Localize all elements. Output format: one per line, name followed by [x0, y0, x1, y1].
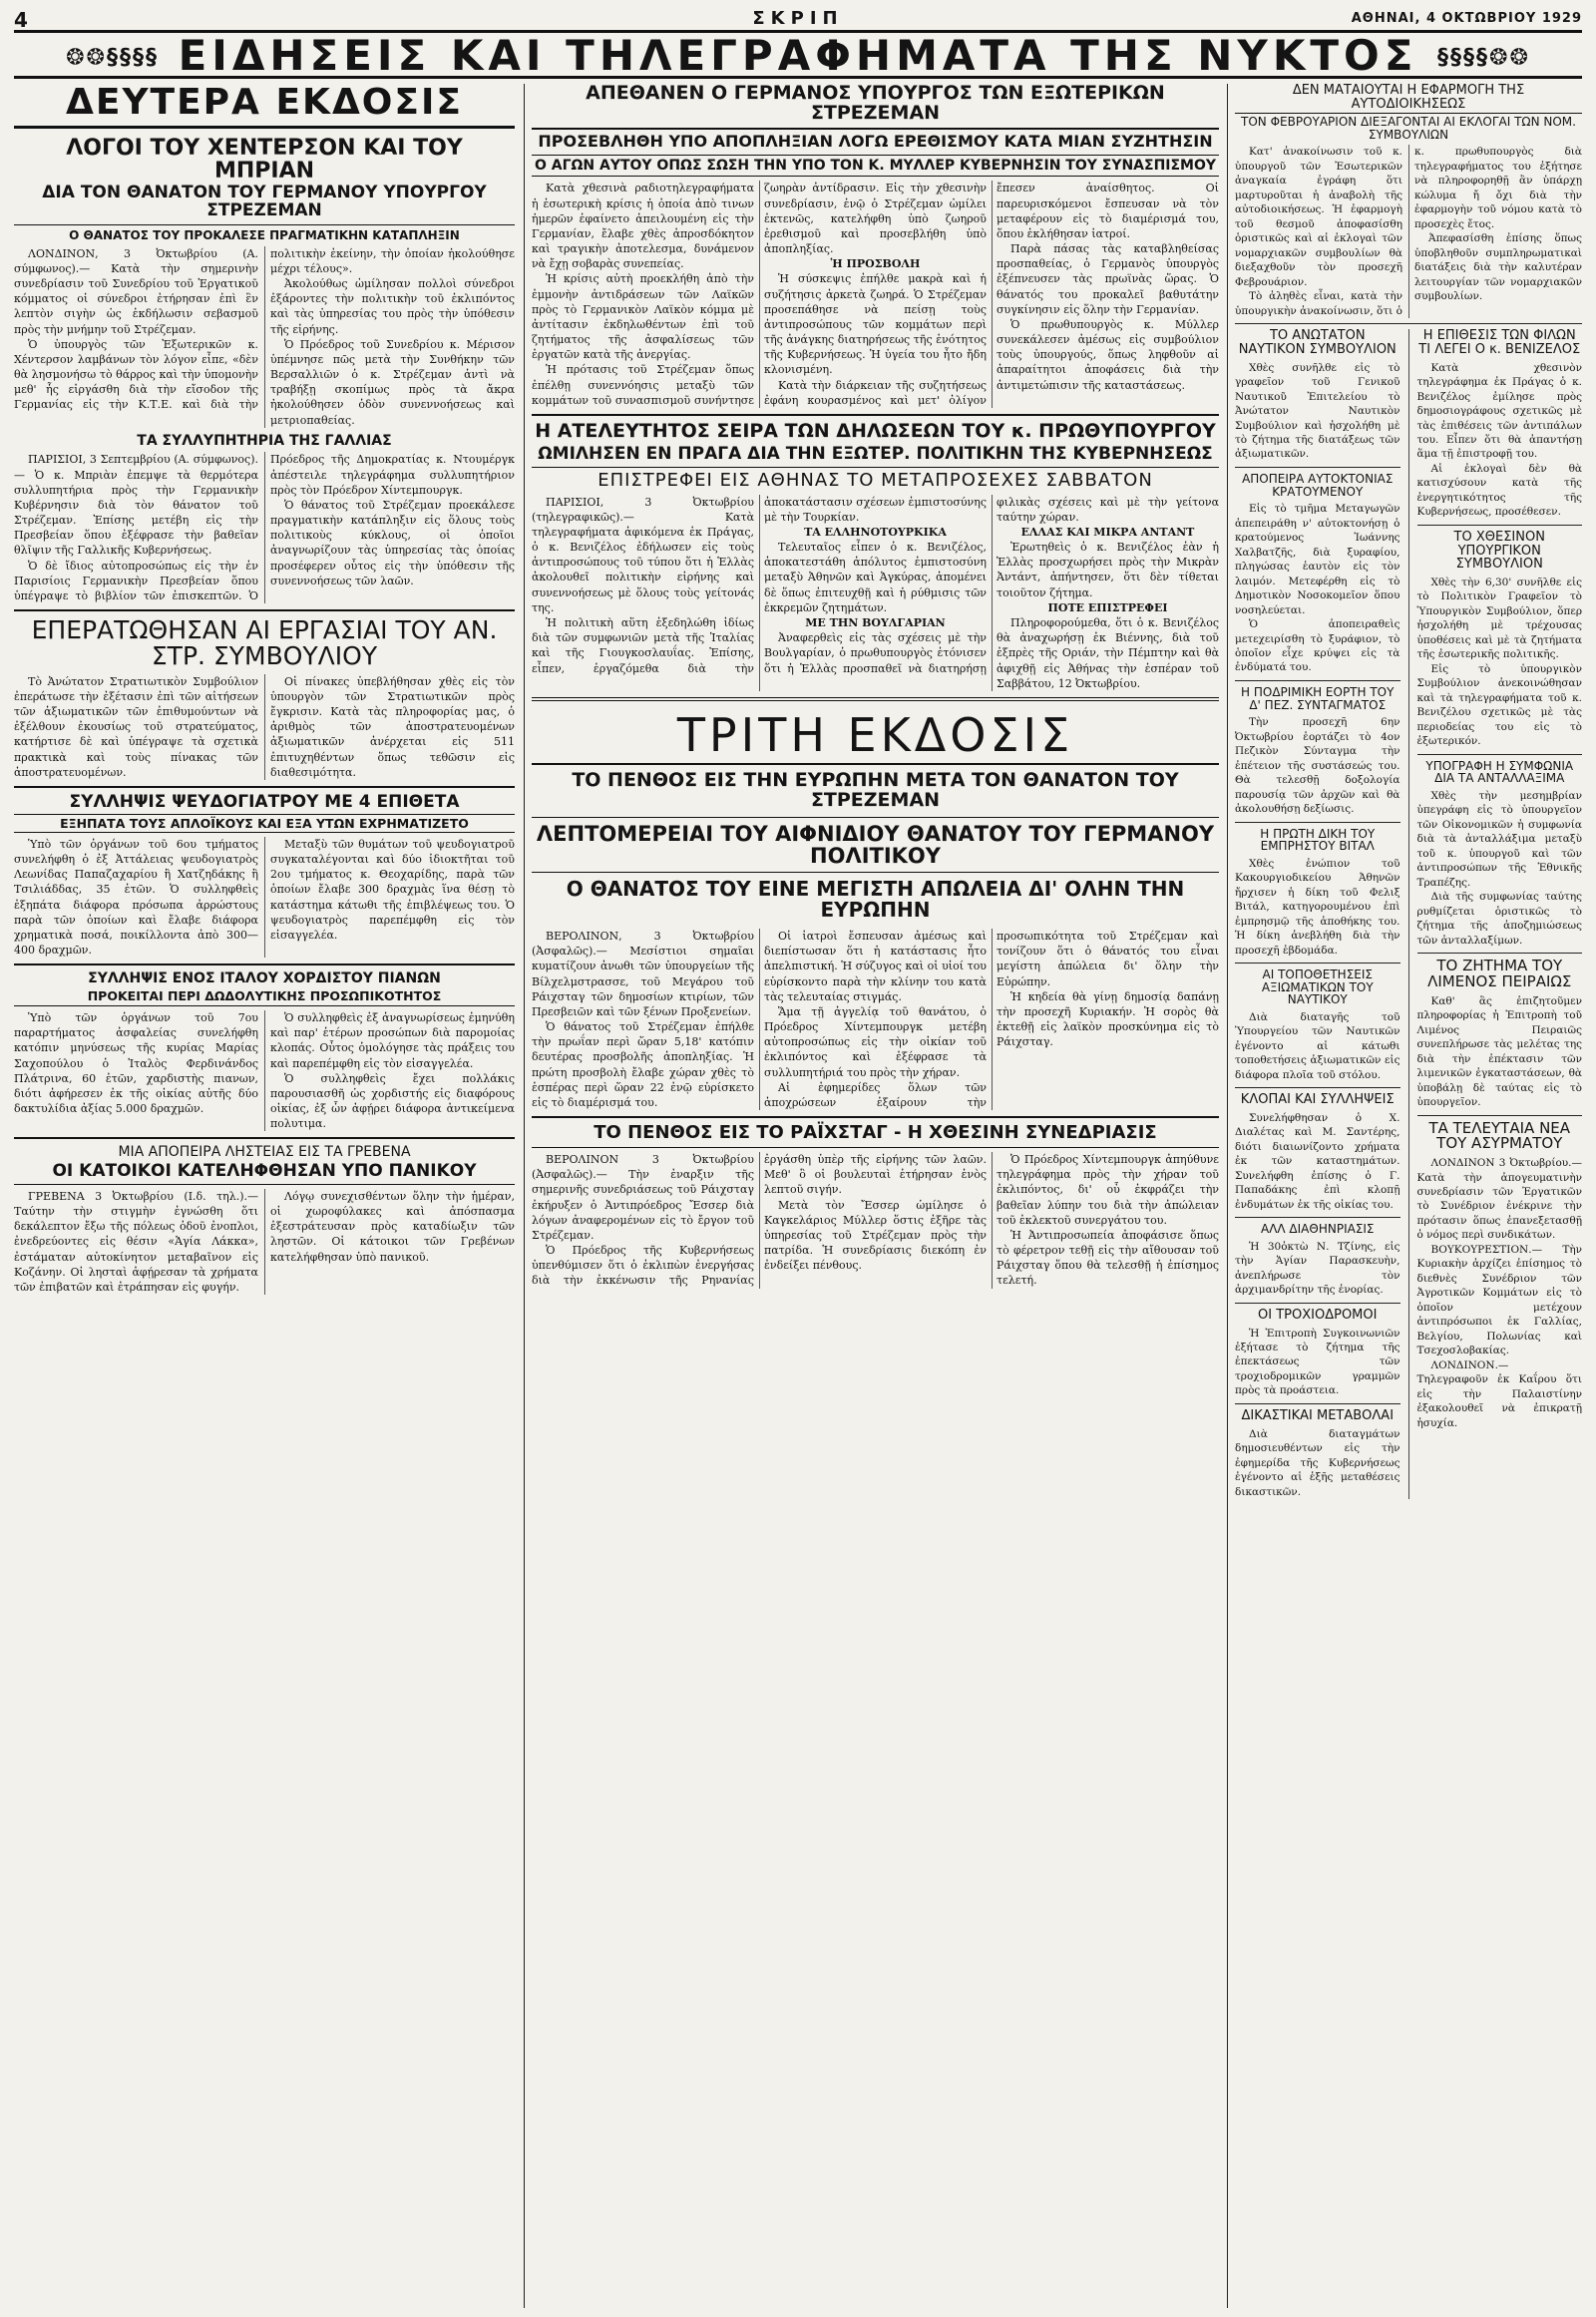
paragraph: Ἡ Ἀντιπροσωπεία ἀποφάσισε ὅπως τὸ φέρετρον τεθῇ εἰς τὴν αἴθουσαν τοῦ Ράιχσταγ ὅπου θὰ τελεσθῇ ἡ ἐπίσημος τελετή. [997, 1228, 1219, 1288]
paragraph: Χθὲς τὴν μεσημβρίαν ὑπεγράφη εἰς τὸ ὑπουργεῖον τῶν Οἰκονομικῶν ἡ συμφωνία διὰ τὰ ἀνταλλάξιμα μεταξὺ τοῦ κ. ὑπουργοῦ καὶ τῶν ἀντιπροσώπων τῆς Ἐθνικῆς Τραπέζης. [1416, 789, 1582, 889]
edition-title: ΔΕΥΤΕΡΑ ΕΚΔΟΣΙΣ [14, 84, 515, 129]
crosshead: ΠΟΤΕ ΕΠΙΣΤΡΕΦΕΙ [1047, 600, 1168, 614]
paragraph: Τὸ Ἀνώτατον Στρατιωτικὸν Συμβούλιον ἐπεράτωσε τὴν ἐξέτασιν ἐπὶ τῶν αἰτήσεων τῶν ἀξιωματικῶν τῶν ἐπιθυμούντων νὰ ἐξέλθουν ἐκουσίως τοῦ στρατεύματος, κατήρτισε δὲ καὶ ὑπέγραψε τὰ σχετικὰ πρακτικὰ καὶ τοὺς πίνακας τῶν ἀποστρατευομένων. [14, 674, 258, 779]
ornament-right: §§§§❂❂ [1437, 45, 1530, 71]
article [1235, 329, 1400, 1499]
page-number: 4 [14, 8, 28, 32]
paragraph: Τὴν προσεχῆ 6ην Ὀκτωβρίου ἑορτάζει τὸ 4ον Πεζικὸν Σύνταγμα τὴν ἐπέτειον τῆς συστάσεώς του. Θὰ τελεσθῇ δοξολογία παρουσίᾳ τῶν ἀρχῶν καὶ θὰ ἀκολουθήσῃ δεξίωσις. [1235, 716, 1400, 816]
article-body [1417, 576, 1583, 749]
article-body [1235, 1427, 1400, 1499]
headline: ΤΟ ΠΕΝΘΟΣ ΕΙΣ ΤΗΝ ΕΥΡΩΠΗΝ ΜΕΤΑ ΤΟΝ ΘΑΝΑΤΟΝ ΤΟΥ ΣΤΡΕΖΕΜΑΝ [532, 763, 1219, 811]
article [14, 971, 515, 1131]
paragraph: Διὰ διαταγμάτων δημοσιευθέντων εἰς τὴν ἐφημερίδα τῆς Κυβερνήσεως ἐγένοντο αἱ ἑξῆς μεταθέσεις δικαστικῶν. [1235, 1427, 1400, 1498]
article-body [1417, 361, 1583, 520]
deck: ΠΡΟΚΕΙΤΑΙ ΠΕΡΙ ΔΩΔΟΛΥΤΙΚΗΣ ΠΡΟΣΩΠΙΚΟΤΗΤΟΣ [14, 989, 515, 1006]
paragraph: Διὰ διαταγῆς τοῦ Ὑπουργείου τῶν Ναυτικῶν ἐγένοντο αἱ κάτωθι τοποθετήσεις ἀξιωματικῶν εἰς διάφορα πλοῖα τοῦ στόλου. [1235, 1010, 1400, 1081]
subhead: Ο ΘΑΝΑΤΟΣ ΤΟΥ ΠΡΟΚΑΛΕΣΕ ΠΡΑΓΜΑΤΙΚΗΝ ΚΑΤΑΠΛΗΞΙΝ [69, 227, 460, 242]
paragraph: Ὁ θάνατος τοῦ Στρέζεμαν προεκάλεσε πραγματικὴν κατάπληξιν εἰς ὅλους τοὺς πολιτικοὺς κύκλους, οἱ ὁποῖοι ἀναγνωρίζουν τὰς ὑπηρεσίας τὰς ὁποίας προσέφερεν οὗτος εἰς τὴν ὑπόθεσιν τῆς συνεννοήσεως τῶν λαῶν. [270, 498, 515, 587]
section-banner [14, 31, 1582, 80]
edition-title: ΤΡΙΤΗ ΕΚΔΟΣΙΣ [676, 707, 1074, 762]
headline: ΣΥΛΛΗΨΙΣ ΨΕΥΔΟΓΙΑΤΡΟΥ ΜΕ 4 ΕΠΙΘΕΤΑ [69, 791, 460, 812]
article-body [1417, 994, 1583, 1110]
headline: ΑΙ ΤΟΠΟΘΕΤΗΣΕΙΣ ΑΞΙΩΜΑΤΙΚΩΝ ΤΟΥ ΝΑΥΤΙΚΟΥ [1261, 967, 1374, 1007]
paragraph: Ὁ συλληφθεὶς ἐξ ἀναγνωρίσεως ἐμηνύθη καὶ παρ' ἑτέρων προσώπων διὰ παρομοίας κλοπάς. Οὗτος ὁμολόγησε τὰς πράξεις του καὶ παρεπέμφθη εἰς τὸν εἰσαγγελέα. [270, 1011, 515, 1070]
deck: ΔΙΑ ΤΟΝ ΘΑΝΑΤΟΝ ΤΟΥ ΓΕΡΜΑΝΟΥ ΥΠΟΥΡΓΟΥ ΣΤΡΕΖΕΜΑΝ [14, 183, 515, 225]
paragraph: Ἐρωτηθεὶς ὁ κ. Βενιζέλος ἐὰν ἡ Ἑλλὰς προσχωρήσει πρὸς τὴν Μικρὰν Ἀντάντ, ἀπήντησεν, ὅτι δὲν τίθεται τοιοῦτον ζήτημα. [997, 541, 1219, 599]
headline: ΚΛΟΠΑΙ ΚΑΙ ΣΥΛΛΗΨΕΙΣ [1240, 1092, 1395, 1108]
article [14, 137, 515, 428]
paragraph: Ἀκολούθως ὡμίλησαν πολλοὶ σύνεδροι ἐξάροντες τὴν πολιτικὴν τοῦ ἐκλιπόντος καὶ τὰς ὑπηρεσίας του πρὸς τὴν ὑπόθεσιν τῆς εἰρήνης. [270, 277, 515, 336]
paragraph: Ἀπεφασίσθη ἐπίσης ὅπως ὑποβληθοῦν συμπληρωματικαὶ διατάξεις διὰ τὴν καλυτέραν λειτουργίαν τῶν νομαρχιακῶν συμβουλίων. [1414, 232, 1582, 303]
ornament-left: ❂❂§§§§ [66, 45, 159, 71]
paragraph: Οἱ ἰατροὶ ἔσπευσαν ἀμέσως καὶ διεπίστωσαν ὅτι ἡ κατάστασις ἦτο ἀπελπιστική. Ἡ σύζυγος καὶ οἱ υἱοί του εὑρίσκοντο παρὰ τὴν κλίνην του κατὰ τὰς τελευταίας στιγμάς. [764, 930, 987, 1003]
column-rule [1227, 84, 1228, 2308]
two-col-block [1235, 329, 1582, 1499]
paragraph: Ὁ πρωθυπουργὸς κ. Μύλλερ συνεκάλεσεν ἀμέσως εἰς συμβούλιον τοὺς ὑπουργούς, ὅπως ληφθοῦν αἱ ἀπαραίτητοι ἀποφάσεις διὰ τὴν ἀντιμετώπισιν τῆς καταστάσεως. [997, 317, 1219, 392]
headline: ΑΛΛ ΔΙΑΘΗΝΡΙΑΣΙΣ [1260, 1222, 1375, 1237]
article [14, 617, 515, 780]
article-body [1417, 1156, 1583, 1430]
subhead: Ο ΘΑΝΑΤΟΣ ΤΟΥ ΕΙΝΕ ΜΕΓΙΣΤΗ ΑΠΩΛΕΙΑ ΔΙ' ΟΛΗΝ ΤΗΝ ΕΥΡΩΠΗΝ [566, 877, 1185, 923]
article-body [14, 246, 515, 428]
headline: Η ΠΡΩΤΗ ΔΙΚΗ ΤΟΥ ΕΜΠΡΗΣΤΟΥ ΒΙΤΑΛ [1260, 826, 1376, 854]
paragraph: Ὁ Πρόεδρος Χίντεμπουργκ ἀπηύθυνε τηλεγράφημα πρὸς τὴν χήραν τοῦ ἐκλιπόντος, δι' οὗ ἐκφράζει τὴν βαθεῖαν λύπην του διὰ τὴν ἀπώλειαν τοῦ ἐκλεκτοῦ συνεργάτου του. [997, 1153, 1219, 1227]
headline: ΤΟ ΠΕΝΘΟΣ ΕΙΣ ΤΟ ΡΑΪΧΣΤΑΓ - Η ΧΘΕΣΙΝΗ ΣΥΝΕΔΡΙΑΣΙΣ [532, 1124, 1219, 1148]
crosshead: ΤΑ ΕΛΛΗΝΟΤΟΥΡΚΙΚΑ [804, 525, 947, 539]
issue-date: ΑΘΗΝΑΙ, 4 ΟΚΤΩΒΡΙΟΥ 1929 [1351, 11, 1582, 26]
paragraph: Κατὰ τὴν διάρκειαν τῆς συζητήσεως ἐφάνη κουρασμένος καὶ μετ' ὀλίγον ἔπεσεν ἀναίσθητος. Οἱ παρευρισκόμενοι ἔσπευσαν νὰ τὸν μεταφέρουν εἰς τὸ διαμέρισμά του, ὅπου ἐκλήθησαν ἰατροί. [764, 182, 1219, 407]
article [532, 84, 1219, 408]
paragraph: Πληροφορούμεθα, ὅτι ὁ κ. Βενιζέλος θὰ ἀναχωρήσῃ ἐκ Βιέννης, διὰ τοῦ ἐξπρὲς τῆς Οριάν, τὴν Πέμπτην καὶ θὰ ἀφιχθῇ εἰς Ἀθήνας τὴν ἑσπέραν τοῦ Σαββάτου, 12 Ὀκτωβρίου. [997, 615, 1219, 690]
article [1417, 329, 1583, 1499]
headline: ΤΑ ΣΥΛΛΥΠΗΤΗΡΙΑ ΤΗΣ ΓΑΛΛΙΑΣ [137, 432, 392, 449]
paragraph: Ὁ Πρόεδρος τῆς Κυβερνήσεως ὑπενθύμισεν ὅτι ὁ ἐκλιπὼν ἐνεργήσας διὰ τὴν ἐκκένωσιν τῆς Ρηνανίας ἐργάσθη ὑπὲρ τῆς εἰρήνης τῶν λαῶν. Μεθ' ὃ οἱ βουλευταὶ ἐτήρησαν ἑνὸς λεπτοῦ σιγήν. [532, 1153, 987, 1288]
article-body [1235, 1111, 1400, 1212]
deck: ΤΟΝ ΦΕΒΡΟΥΑΡΙΟΝ ΔΙΕΞΑΓΟΝΤΑΙ ΑΙ ΕΚΛΟΓΑΙ ΤΩΝ ΝΟΜ. ΣΥΜΒΟΥΛΙΩΝ [1241, 115, 1576, 142]
headline: ΜΙΑ ΑΠΟΠΕΙΡΑ ΛΗΣΤΕΙΑΣ ΕΙΣ ΤΑ ΓΡΕΒΕΝΑ [118, 1144, 411, 1161]
paragraph: Λόγῳ συνεχισθέντων ὅλην τὴν ἡμέραν, οἱ χωροφύλακες καὶ ἀπόσπασμα ἐξεστράτευσαν πρὸς καταδίωξιν τῶν ληστῶν. Οἱ κάτοικοι τῶν Γρεβένων κατελήφθησαν ὑπὸ πανικοῦ. [270, 1189, 515, 1264]
paragraph: ΒΟΥΚΟΥΡΕΣΤΙΟΝ.— Τὴν Κυριακὴν ἀρχίζει ἐπίσημος τὸ διεθνὲς Συνέδριον τῶν Ἀγροτικῶν Κομμάτων εἰς τὸ ὁποῖον μετέχουν ἀντιπρόσωποι ἐκ Γαλλίας, Βελγίου, Πολωνίας καὶ Τσεχοσλοβακίας. [1416, 1243, 1582, 1357]
paragraph: Μεταξὺ τῶν θυμάτων τοῦ ψευδογιατροῦ συγκαταλέγονται καὶ δύο ἰδιοκτῆται τοῦ 2ου τμήματος κ. Θεοχαρίδης, παρὰ τῶν ὁποίων ἔλαβε 300 δραχμὰς ἵνα θέσῃ τὸ κατάστημα κάτωθι τῆς ἐπιβλέψεως του. Ὁ ψευδογιατρὸς παρεπέμφθη εἰς τὸν εἰσαγγελέα. [270, 837, 515, 942]
paragraph: Ὁ Πρόεδρος τοῦ Συνεδρίου κ. Μέρισον ὑπέμνησε πῶς μετὰ τὴν Συνθήκην τῶν Βερσαλλιῶν ὁ κ. Στρέζεμαν ἀντὶ νὰ τραβήξῃ σκοπίμως πρὸς τὰ ἄκρα ἠκολούθησεν ὁδὸν συνεννοήσεως καὶ μετριοπαθείας. [270, 337, 515, 427]
article-body [1235, 715, 1400, 816]
article-body [1235, 361, 1400, 462]
headline: ΤΟ ΖΗΤΗΜΑ ΤΟΥ ΛΙΜΕΝΟΣ ΠΕΙΡΑΙΩΣ [1427, 957, 1572, 990]
deck: ΕΞΗΠΑΤΑ ΤΟΥΣ ΑΠΛΟΪΚΟΥΣ ΚΑΙ ΕΞΑ ΥΤΩΝ ΕΧΡΗΜΑΤΙΖΕΤΟ [14, 814, 515, 833]
paragraph: ΛΟΝΔΙΝΟΝ, 3 Ὀκτωβρίου (Α. σύμφωνος).— Κατὰ τὴν σημερινὴν συνεδρίασιν τοῦ Συνεδρίου τοῦ Ἐργατικοῦ κόμματος οἱ σύνεδροι ἐτήρησαν ἐπὶ ἓν λεπτὸν σιγὴν ὡς ἐκδήλωσιν σεβασμοῦ πρὸς τὴν μνήμην τοῦ Στρέζεμαν. [14, 246, 258, 336]
paragraph: Ὁ δὲ ἴδιος αὐτοπροσώπως εἰς τὴν ἐν Παρισίοις Γερμανικὴν Πρεσβείαν ὅπου ὑπέγραψε τὸ βιβλίον τῶν ἐπισκεπτῶν. Ὁ Πρόεδρος τῆς Δημοκρατίας κ. Ντουμέργκ ἀπέστειλε τηλεγράφημα συλλυπητήριον πρὸς τὸν Πρόεδρον Χίντεμπουργκ. [14, 453, 515, 602]
deck: ΠΡΟΣΕΒΛΗΘΗ ΥΠΟ ΑΠΟΠΛΗΞΙΑΝ ΛΟΓΩ ΕΡΕΘΙΣΜΟΥ ΚΑΤΑ ΜΙΑΝ ΣΥΖΗΤΗΣΙΝ [538, 131, 1213, 151]
paragraph: Διὰ τῆς συμφωνίας ταύτης ρυθμίζεται ὁριστικῶς τὸ ζήτημα τῆς ἀποζημιώσεως τῶν ἀνταλλαξίμων. [1416, 891, 1582, 947]
article-body [532, 1152, 1219, 1289]
article-body [532, 495, 1219, 691]
paragraph: ΠΑΡΙΣΙΟΙ, 3 Σεπτεμβρίου (Α. σύμφωνος).— Ὁ κ. Μπριὰν ἐπεμψε τὰ θερμότερα συλλυπητήρια πρὸς τὴν Γερμανικὴν Κυβέρνησιν διὰ τὸν θάνατον τοῦ Στρέζεμαν. Ἐπίσης μετέβη εἰς τὴν Πρεσβείαν ὅπου ἐξέφρασε τὴν βαθεῖαν θλῖψιν τῆς Γαλλικῆς Κυβερνήσεως. [14, 453, 258, 558]
paragraph: Ἡ πρότασις τοῦ Στρέζεμαν ὅπως ἐπέλθῃ συνεννόησις μεταξὺ τῶν κομμάτων τοῦ συνασπισμοῦ συνήντησε ζωηρὰν ἀντίδρασιν. Εἰς τὴν χθεσινὴν συνεδρίασιν, ἐνῷ ὁ Στρέζεμαν ὡμίλει ἐκτενῶς, κατελήφθη ὑπὸ ζωηροῦ ἐρεθισμοῦ καὶ προσεβλήθη ὑπὸ ἀποπληξίας. [532, 182, 987, 407]
paragraph: Εἰς τὸ τμῆμα Μεταγωγῶν ἀπεπειράθη ν' αὐτοκτονήσῃ ὁ κρατούμενος Ἰωάννης Χαλβατζῆς, διὰ ξυραφίου, πληγώσας ἑαυτὸν εἰς τὸν λαιμόν. Μετεφέρθη εἰς τὸ Δημοτικὸν Νοσοκομεῖον ὅπου νοσηλεύεται. [1235, 503, 1400, 616]
paragraph: Ἅμα τῇ ἀγγελίᾳ τοῦ θανάτου, ὁ Πρόεδρος Χίντεμπουργκ μετέβη αὐτοπροσώπως εἰς τὴν οἰκίαν τοῦ ἐκλιπόντος καὶ ἐξέφρασε τὰ συλλυπητήριά του πρὸς τὴν χήραν. [764, 1004, 987, 1079]
newspaper-name: ΣΚΡΙΠ [752, 8, 844, 29]
article-body [1417, 789, 1583, 948]
paragraph: Αἱ ἐκλογαὶ δὲν θὰ κατισχύσουν κατὰ τῆς ἐνεργητικότητος τῆς Κυβερνήσεως, προσέθεσεν. [1416, 462, 1582, 519]
paragraph: Ὑπὸ τῶν ὀργάνων τοῦ 6ου τμήματος συνελήφθη ὁ ἐξ Ἀττάλειας ψευδογιατρὸς Λεωνίδας Παπαζαχαρίου ἢ Χατζηδάκης ἢ Τσιλιάδδας, 35 ἐτῶν. Ὁ συλληφθεὶς ἐξηπάτα διάφορα πρόσωπα ἀρρώστους παρὰ τῶν ὁποίων καὶ ἔλαβε διάφορα χρηματικὰ ποσά, ποικίλλοντα ἀπὸ 300—400 δραχμῶν. [14, 837, 258, 958]
article [14, 434, 515, 603]
paragraph: Παρὰ πάσας τὰς καταβληθείσας προσπαθείας, ὁ Γερμανὸς ὑπουργὸς ἐξέπνευσεν τὰς πρωϊνὰς ὥρας. Ὁ θάνατός του προκαλεῖ βαθυτάτην συγκίνησιν εἰς ὅλην τὴν Γερμανίαν. [997, 242, 1219, 316]
headline: Η ΑΤΕΛΕΥΤΗΤΟΣ ΣΕΙΡΑ ΤΩΝ ΔΗΛΩΣΕΩΝ ΤΟΥ κ. ΠΡΩΘΥΠΟΥΡΓΟΥ [535, 419, 1216, 442]
paragraph: Καθ' ἃς ἐπιζητοῦμεν πληροφορίας ἡ Ἐπιτροπὴ τοῦ Λιμένος Πειραιῶς συνεπλήρωσε τὰς μελέτας της διὰ τὴν ἐπέκτασιν τῶν λιμενικῶν ἐγκαταστάσεων, θὰ ὑποβάλῃ δὲ ταύτας εἰς τὸ ὑπουργεῖον. [1416, 994, 1582, 1109]
article [532, 707, 1219, 1110]
headline: Η ΠΟΔΡΙΜΙΚΗ ΕΟΡΤΗ ΤΟΥ Δ' ΠΕΖ. ΣΥΝΤΑΓΜΑΤΟΣ [1241, 684, 1395, 712]
paragraph: Κατὰ χθεσινὸν τηλεγράφημα ἐκ Πράγας ὁ κ. Βενιζέλος ἐμίλησε πρὸς δημοσιογράφους σχετικῶς μὲ τὰς ἐπιθέσεις τῶν ἀντιπάλων του. Εἶπεν ὅτι θὰ ἀπαντήσῃ ἅμα τῇ ἐπιστροφῇ του. [1416, 361, 1582, 461]
deck: ΟΙ ΚΑΤΟΙΚΟΙ ΚΑΤΕΛΗΦΘΗΣΑΝ ΥΠΟ ΠΑΝΙΚΟΥ [14, 1163, 515, 1185]
paragraph: Εἰς τὸ ὑπουργικὸν Συμβούλιον ἀνεκοινώθησαν καὶ τὰ τηλεγραφήματα τοῦ κ. Βενιζέλου σχετικῶς μὲ τὰς περιοδείας του εἰς τὸ ἐξωτερικόν. [1416, 662, 1582, 748]
article [532, 419, 1219, 691]
paragraph: Τελευταῖος εἶπεν ὁ κ. Βενιζέλος, ἀποκατεστάθη ἀπόλυτος ἐμπιστοσύνη μεταξὺ Ἀθηνῶν καὶ Ἀγκύρας, ἀπομένει δὲ ὅπως ἐπιτευχθῇ καὶ ἡ ρύθμισις τῶν ἐκκρεμῶν ζητημάτων. [764, 541, 987, 614]
headline: ΑΠΟΠΕΙΡΑ ΑΥΤΟΚΤΟΝΙΑΣ ΚΡΑΤΟΥΜΕΝΟΥ [1242, 471, 1394, 499]
headline: ΣΥΛΛΗΨΙΣ ΕΝΟΣ ΙΤΑΛΟΥ ΧΟΡΔΙΣΤΟΥ ΠΙΑΝΩΝ [88, 970, 441, 987]
headline: ΛΟΓΟΙ ΤΟΥ ΧΕΝΤΕΡΣΟΝ ΚΑΙ ΤΟΥ ΜΠΡΙΑΝ [66, 135, 463, 184]
paragraph: Χθὲς τὴν 6,30' συνῆλθε εἰς τὸ Πολιτικὸν Γραφεῖον τὸ Ὑπουργικὸν Συμβούλιον, ὅπερ ἠσχολήθη μὲ τρέχουσας ὑποθέσεις καὶ μὲ τὰ ζητήματα τῆς ἐσωτερικῆς πολιτικῆς. [1416, 576, 1582, 661]
deck: ΛΕΠΤΟΜΕΡΕΙΑΙ ΤΟΥ ΑΙΦΝΙΔΙΟΥ ΘΑΝΑΤΟΥ ΤΟΥ ΓΕΡΜΑΝΟΥ ΠΟΛΙΤΙΚΟΥ [532, 817, 1219, 873]
paragraph: Κατ' ἀνακοίνωσιν τοῦ κ. ὑπουργοῦ τῶν Ἐσωτερικῶν ἀναγκαία ἐγράφη ὅτι μαρτυροῦται ἡ ἀναβολὴ τῆς αὐτοδιοικήσεως. Ἡ ἐφαρμογὴ τοῦ θεσμοῦ ἀποφασίσθη ὁριστικῶς καὶ αἱ ἐκλογαὶ τῶν νομαρχιακῶν συμβουλίων θὰ διεξαχθοῦν τὸν προσεχῆ Φεβρουάριον. [1235, 146, 1402, 288]
headline: ΥΠΟΓΡΑΦΗ Η ΣΥΜΦΩΝΙΑ ΔΙΑ ΤΑ ΑΝΤΑΛΛΑΞΙΜΑ [1425, 758, 1574, 786]
headline: ΕΠΕΡΑΤΩΘΗΣΑΝ ΑΙ ΕΡΓΑΣΙΑΙ ΤΟΥ ΑΝ. ΣΤΡ. ΣΥΜΒΟΥΛΙΟΥ [31, 615, 498, 671]
paragraph: Ὑπὸ τῶν ὀργάνων τοῦ 7ου παραρτήματος ἀσφαλείας συνελήφθη κατόπιν μηνύσεως τῆς κυρίας Μαρίας Σαχοπούλου ὁ Ἰταλὸς Φερδινάνδος Πλάτρινα, 60 ἐτῶν, χαρδιστὴς πιανων, διότι ἀφήρεσεν ἐκ τῆς οἰκίας αὐτῆς δύο δακτυλίδια ἀξίας 5.000 δραχμῶν. [14, 1011, 258, 1116]
paragraph: Ἡ σύσκεψις ἐπήλθε μακρὰ καὶ ἡ συζήτησις ἀρκετὰ ζωηρά. Ὁ Στρέζεμαν προσεπάθησε νὰ πείσῃ τοὺς ἀντιπροσώπους τῶν κομμάτων περὶ τῆς ἀνάγκης διατηρήσεως τῆς ἑνότητος τῆς Κυβερνήσεως. Ἡ ὑγεία του ἦτο ἤδη κλονισμένη. [764, 272, 987, 377]
article-body [14, 1189, 515, 1295]
crosshead: ΜΕ ΤΗΝ ΒΟΥΛΓΑΡΙΑΝ [805, 615, 946, 629]
article-body [14, 837, 515, 958]
article-body [14, 1010, 515, 1131]
paragraph: Χθὲς ἐνώπιον τοῦ Κακουργιοδικείου Ἀθηνῶν ἤρχισεν ἡ δίκη τοῦ Φελιξ Βιτάλ, κατηγορουμένου ἐπὶ ἐμπρησμῷ τῆς ἀποθήκης του. Ἡ δίκη ἀνεβλήθη διὰ τὴν προσεχῆ ἑβδομάδα. [1235, 857, 1400, 957]
masthead [14, 8, 1582, 33]
headline: ΤΟ ΑΝΩΤΑΤΟΝ ΝΑΥΤΙΚΟΝ ΣΥΜΒΟΥΛΙΟΝ [1238, 328, 1396, 357]
article-body [1235, 1010, 1400, 1082]
column-left [14, 84, 515, 2308]
headline: ΑΠΕΘΑΝΕΝ Ο ΓΕΡΜΑΝΟΣ ΥΠΟΥΡΓΟΣ ΤΩΝ ΕΞΩΤΕΡΙΚΩΝ ΣΤΡΕΖΕΜΑΝ [532, 84, 1219, 130]
paragraph: Ἡ 30ὀκτὼ Ν. Τζίνης, εἰς τὴν Ἁγίαν Παρασκευὴν, ἀνεπλήρωσε τὸν ἀρχιμανδρίτην τῆς ἐνορίας. [1235, 1240, 1400, 1297]
paragraph: Χθὲς συνῆλθε εἰς τὸ γραφεῖον τοῦ Γενικοῦ Ναυτικοῦ Ἐπιτελείου τὸ Ἀνώτατον Ναυτικὸν Συμβούλιον καὶ ἠσχολήθη μὲ τὸ ζήτημα τῆς διατάξεως τῶν ἀξιωματικῶν. [1235, 361, 1400, 461]
paragraph: ΒΕΡΟΛΙΝΟΝ, 3 Ὀκτωβρίου (Ἀσφαλῶς).— Μεσίστιοι σημαῖαι κυματίζουν ἀνωθι τῶν ὑπουργείων τῆς Βίλχελμστρασσε, τοῦ Μεγάρου τοῦ Ράιχσταγ τῶν δημοσίων κτιρίων, τῶν Πρεσβειῶν καὶ τῶν ξένων Προξενείων. [532, 930, 754, 1018]
subhead: ΕΠΙΣΤΡΕΦΕΙ ΕΙΣ ΑΘΗΝΑΣ ΤΟ ΜΕΤΑΠΡΟΣΕΧΕΣ ΣΑΒΒΑΤΟΝ [598, 469, 1153, 491]
paragraph: Ὁ συλληφθεὶς ἔχει πολλάκις παρουσιασθῆ ὡς χορδιστής εἰς διαφόρους οἰκίας, ἐξ ὧν ἀφῄρει διάφορα ἀντικείμενα πολυτιμα. [270, 1071, 515, 1131]
article-body [1235, 502, 1400, 675]
paragraph: Ὁ ἀποπειραθεὶς μετεχειρίσθη τὸ ξυράφιον, τὸ ὁποῖον εἶχε κρύψει εἰς τὰ ἐνδύματά του. [1235, 618, 1400, 674]
paragraph: ΛΟΝΔΙΝΟΝ 3 Ὀκτωβρίου.— Κατὰ τὴν ἀπογευματινὴν συνεδρίασιν τῶν Ἐργατικῶν τὸ Συνέδριον ἐνέκρινε τὴν πρότασιν ὅπως ἐπανεξετασθῇ ὁ νόμος περὶ συνδικάτων. [1416, 1157, 1582, 1242]
article-body [1235, 1240, 1400, 1298]
headline: ΔΕΝ ΜΑΤΑΙΟΥΤΑΙ Η ΕΦΑΡΜΟΓΗ ΤΗΣ ΑΥΤΟΔΙΟΙΚΗΣΕΩΣ [1235, 84, 1582, 114]
headline: ΤΑ ΤΕΛΕΥΤΑΙΑ ΝΕΑ ΤΟΥ ΑΣΥΡΜΑΤΟΥ [1428, 1118, 1571, 1153]
headline: ΟΙ ΤΡΟΧΙΟΔΡΟΜΟΙ [1258, 1307, 1378, 1323]
paragraph: Ἀναφερθεὶς εἰς τὰς σχέσεις μὲ τὴν Βουλγαρίαν, ὁ πρωθυπουργὸς ἐτόνισεν ὅτι ἡ Ἑλλὰς προσπαθεῖ νὰ διατηρήσῃ φιλικὰς σχέσεις καὶ μὲ τὴν γείτονα ταύτην χώραν. [764, 495, 1219, 675]
paragraph: ΓΡΕΒΕΝΑ 3 Ὀκτωβρίου (Ι.δ. τηλ.).— Ταύτην τὴν στιγμὴν ἐγνώσθη ὅτι δεκάλεπτον ἔξω τῆς πόλεως ὁδοῦ ἐνοπλοι, ἐνεδρεύοντες εἰς θέσιν «Ἁγία Λάκκα», ἐστάματαν αὐτοκίνητον μεταβαῖνον εἰς Κοζάνην. Οἱ λησταὶ ἀφῄρεσαν τὰ χρήματα τῶν ἐπιβατῶν καὶ ἐτράπησαν εἰς φυγήν. [14, 1189, 258, 1294]
paragraph: Μετὰ τὸν Ἔσσερ ὡμίλησε ὁ Καγκελάριος Μύλλερ ὅστις ἐξῆρε τὰς ὑπηρεσίας τοῦ Στρέζεμαν πρὸς τὴν πατρίδα. Ἡ συνεδρίασις διεκόπη ἐν ἐνδείξει πένθους. [764, 1198, 987, 1273]
headline: Η ΕΠΙΘΕΣΙΣ ΤΩΝ ΦΙΛΩΝ ΤΙ ΛΕΓΕΙ Ο κ. ΒΕΝΙΖΕΛΟΣ [1418, 328, 1581, 357]
paragraph: Ἡ κηδεία θὰ γίνῃ δημοσίᾳ δαπάνῃ τὴν προσεχῆ Κυριακήν. Ἡ σορὸς θὰ ἐκτεθῇ εἰς λαϊκὸν προσκύνημα εἰς τὸ Ράιχσταγ. [997, 989, 1219, 1049]
article-body [14, 674, 515, 780]
deck: ΩΜΙΛΗΣΕΝ ΕΝ ΠΡΑΓΑ ΔΙΑ ΤΗΝ ΕΞΩΤΕΡ. ΠΟΛΙΤΙΚΗΝ ΤΗΣ ΚΥΒΕΡΝΗΣΕΩΣ [532, 446, 1219, 468]
crosshead: Ἡ ΠΡΟΣΒΟΛΗ [830, 257, 921, 271]
paragraph: Ὁ ὑπουργὸς τῶν Ἐξωτερικῶν κ. Χέντερσον λαμβάνων τὸν λόγον εἶπε, «δὲν θὰ λησμονήσω τὸ θάρρος καὶ τὴν ὑπομονὴν μεθ' ἧς εἰργάσθη διὰ τὴν εἴσοδον τῆς Γερμανίας εἰς τὴν Κ.Τ.Ε. καὶ διὰ τὴν πολιτικὴν ἐκείνην, τὴν ὁποίαν ἠκολούθησε μέχρι τέλους». [14, 246, 515, 412]
paragraph: Οἱ πίνακες ὑπεβλήθησαν χθὲς εἰς τὸν ὑπουργὸν τῶν Στρατιωτικῶν πρὸς ἔγκρισιν. Κατὰ τὰς πληροφορίας μας, ὁ ἀριθμὸς τῶν ἀποστρατευομένων ἀξιωματικῶν ἀνέρχεται εἰς 511 ἐπιτυχηθέντων ὅπως τεθῶσιν εἰς διαθεσιμότητα. [270, 674, 515, 779]
paragraph: Κατὰ χθεσινὰ ραδιοτηλεγραφήματα ἡ ἐσωτερικὴ κρίσις ἡ ὁποία ἀπὸ τινων ἡμερῶν ἐφαίνετο ἀπειλουμένη εἰς τὴν Γερμανίαν, ἔλαβε χθὲς ἀπροσδόκητον καὶ τραγικὴν ἀποτελεσμα, δυνάμενον νὰ ἔχῃ σοβαρὰς συνεπείας. [532, 182, 754, 271]
article [532, 1124, 1219, 1288]
headline: ΤΟ ΧΘΕΣΙΝΟΝ ΥΠΟΥΡΓΙΚΟΝ ΣΥΜΒΟΥΛΙΟΝ [1453, 529, 1545, 573]
article-body [1235, 1327, 1400, 1398]
article-body [14, 452, 515, 603]
article [1235, 84, 1582, 318]
article [14, 791, 515, 958]
column-center [532, 84, 1219, 2308]
paragraph: Ὁ θάνατος τοῦ Στρέζεμαν ἐπήλθε τὴν πρωΐαν περὶ ὥραν 5,18' κατόπιν δευτέρας προσβολῆς ἀποπληξίας. Ἡ πρώτη προσβολὴ ἔλαβε χώραν χθὲς τὸ ἑσπέρας περὶ ὥραν 22 ἐνῷ εὑρίσκετο εἰς τὸ διαμέρισμά του. [532, 1020, 754, 1109]
paragraph: Αἱ ἐφημερίδες ὅλων τῶν ἀποχρώσεων ἐξαίρουν τὴν προσωπικότητα τοῦ Στρέζεμαν καὶ τονίζουν ὅτι ὁ θάνατός του εἶναι μεγίστη ἀπώλεια δι' ὅλην τὴν Εὐρώπην. [764, 930, 1219, 1109]
article-body [1235, 857, 1400, 958]
article-body [1235, 145, 1582, 318]
paragraph: Ἡ Ἐπιτροπὴ Συγκοινωνιῶν ἐξήτασε τὸ ζήτημα τῆς ἐπεκτάσεως τῶν τροχιοδρομικῶν γραμμῶν πρὸς τὰ προάστεια. [1235, 1327, 1400, 1397]
article-body [532, 181, 1219, 408]
paragraph: Ἡ πολιτικὴ αὕτη ἐξεδηλώθη ἰδίως διὰ τῶν συμφωνιῶν μετὰ τῆς Ἰταλίας καὶ τῆς Γιουγκοσλαυΐας. Ἐπίσης, εἶπεν, ἐργαζόμεθα διὰ τὴν ἀποκατάστασιν σχέσεων ἐμπιστοσύνης μὲ τὴν Τουρκίαν. [532, 495, 987, 675]
headline: ΔΙΚΑΣΤΙΚΑΙ ΜΕΤΑΒΟΛΑΙ [1241, 1407, 1395, 1423]
crosshead: ΕΛΛΑΣ ΚΑΙ ΜΙΚΡΑ ΑΝΤΑΝΤ [1020, 525, 1195, 539]
paragraph: Ἡ κρίσις αὐτὴ προεκλήθη ἀπὸ τὴν ἐμμονὴν ἀντιδράσεων τῶν Λαϊκῶν πρὸς τὸ Γερμανικὸν Λαϊκὸν κόμμα μὲ ἀντίτασιν ἐκδηλωθέντων ἐπὶ τοῦ ζητήματος τῆς ἀσφαλίσεως τῶν ἐργατῶν κατὰ τῆς ἀνεργίας. [532, 272, 754, 362]
column-rule [524, 84, 525, 2308]
subhead: Ο ΑΓΩΝ ΑΥΤΟΥ ΟΠΩΣ ΣΩΣΗ ΤΗΝ ΥΠΟ ΤΟΝ Κ. ΜΥΛΛΕΡ ΚΥΒΕΡΝΗΣΙΝ ΤΟΥ ΣΥΝΑΣΠΙΣΜΟΥ [532, 155, 1219, 178]
paragraph: ΛΟΝΔΙΝΟΝ.— Τηλεγραφοῦν ἐκ Καΐρου ὅτι εἰς τὴν Παλαιστίνην ἐξακολουθεῖ νὰ ἐπικρατῇ ἡσυχία. [1416, 1358, 1582, 1429]
paragraph: Συνελήφθησαν ὁ Χ. Διαλέτας καὶ Μ. Σαντέρης, διότι διαιωνίζοντο χρήματα ἐκ τῶν καταστημάτων. Συνελήφθη ἐπίσης ὁ Γ. Παπαδάκης ἐπὶ κλοπῇ ἐνδυμάτων ἐκ τῆς οἰκίας του. [1235, 1111, 1400, 1211]
paragraph: Τὸ ἀληθὲς εἶναι, κατὰ τὴν ὑπουργικὴν ἀνακοίνωσιν, ὅτι ὁ κ. πρωθυπουργὸς διὰ τηλεγραφήματος του ἐξήτησε νὰ πληροφορηθῇ ἂν ὑπάρχῃ κώλυμα ἤ ὄχι διὰ τὴν ἐφαρμογὴν τοῦ νόμου κατὰ τὸ προσεχὲς ἔτος. [1235, 146, 1582, 317]
column-right [1235, 84, 1582, 2308]
section-title: ΕΙΔΗΣΕΙΣ ΚΑΙ ΤΗΛΕΓΡΑΦΗΜΑΤΑ ΤΗΣ ΝΥΚΤΟΣ [178, 31, 1418, 80]
paragraph: ΠΑΡΙΣΙΟΙ, 3 Ὀκτωβρίου (τηλεγραφικῶς).— Κατὰ τηλεγραφήματα ἀφικόμενα ἐκ Πράγας, ὁ κ. Βενιζέλος ἐδήλωσεν εἰς τοὺς ἀντιπροσώπους τοῦ τύπου ὅτι ἡ Ἑλλὰς ἀκολουθεῖ πολιτικὴν εἰρήνης καὶ συνεννοήσεως μὲ ὅλους τοὺς γείτονάς της. [532, 495, 754, 614]
article [14, 1145, 515, 1295]
article-body [532, 929, 1219, 1110]
paragraph: ΒΕΡΟΛΙΝΟΝ 3 Ὀκτωβρίου (Ἀσφαλῶς).— Τὴν ἐναρξιν τῆς σημερινῆς συνεδριάσεως τοῦ Ράιχσταγ ἐκήρυξεν ὁ Ἀντιπρόεδρος Ἔσσερ διὰ λόγων ἀναφερομένων εἰς τὸ ἔργον τοῦ Στρέζεμαν. [532, 1153, 754, 1242]
